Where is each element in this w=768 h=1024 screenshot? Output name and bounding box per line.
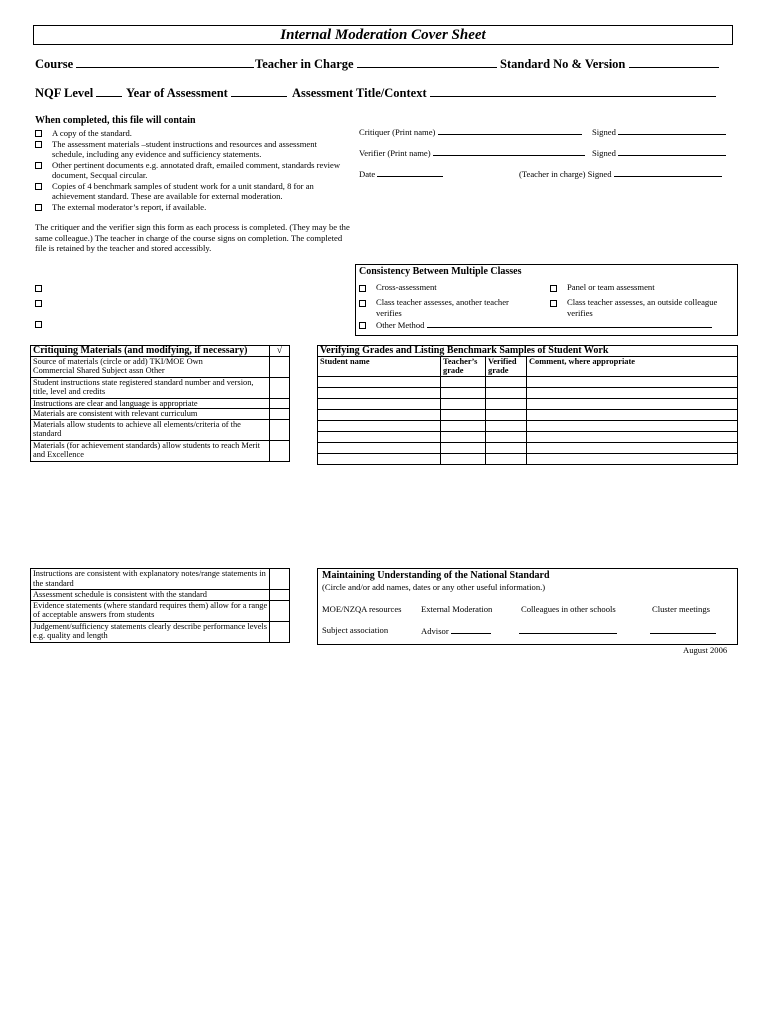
table-row: [318, 398, 738, 409]
nqf-level-label: NQF Level: [35, 86, 94, 100]
footer-date: August 2006: [683, 645, 728, 655]
list-item: The assessment materials –student instructions and resources and assessment schedule, including any evidence and sufficiency statements.: [35, 139, 350, 160]
table-row: Source of materials (circle or add) TKI/MOE Own Commercial Shared Subject assn Other: [31, 356, 290, 377]
option-class-teacher-outside-colleague[interactable]: Class teacher assesses, an outside colleague verifies: [550, 297, 736, 318]
option-cross-assessment[interactable]: Cross-assessment: [359, 282, 539, 293]
nqf-level-field[interactable]: [35, 86, 122, 101]
checkbox-icon: [35, 204, 42, 211]
assessment-title-field[interactable]: [292, 86, 716, 101]
year-of-assessment-label: Year of Assessment: [126, 86, 228, 100]
option-advisor[interactable]: Advisor: [421, 625, 491, 637]
checkbox-icon[interactable]: [35, 321, 42, 328]
table-row: Evidence statements (where standard requires them) allow for a range of acceptable answers from students: [31, 600, 290, 621]
checkbox-icon[interactable]: [359, 300, 366, 307]
verifying-table: [317, 345, 738, 465]
checkbox-icon[interactable]: [550, 300, 557, 307]
list-item: A copy of the standard.: [35, 128, 350, 139]
checkbox-icon[interactable]: [359, 285, 366, 292]
checkbox-icon[interactable]: [35, 300, 42, 307]
checkbox-icon: [35, 130, 42, 137]
verifier-field[interactable]: Verifier (Print name): [359, 147, 585, 159]
date-field[interactable]: Date: [359, 168, 443, 180]
table-row: [318, 376, 738, 387]
option-panel-assessment[interactable]: Panel or team assessment: [550, 282, 730, 293]
list-item: The external moderator’s report, if available.: [35, 202, 350, 213]
checkbox-icon: [35, 141, 42, 148]
table-row: [318, 387, 738, 398]
maintaining-title: Maintaining Understanding of the National Standard: [322, 570, 550, 581]
table-row: Materials are consistent with relevant curriculum: [31, 409, 290, 420]
maintaining-subtitle: (Circle and/or add names, dates or any other useful information.): [322, 582, 546, 592]
table-row: Materials (for achievement standards) allow students to reach Merit and Excellence: [31, 440, 290, 461]
option-subject-association[interactable]: Subject association: [322, 625, 389, 635]
critiquer-signed-field[interactable]: Signed: [592, 126, 726, 138]
table-row: Assessment schedule is consistent with the standard: [31, 590, 290, 601]
list-item: Other pertinent documents e.g. annotated draft, emailed comment, standards review document, Secqual circular.: [35, 160, 350, 181]
table-row: Instructions are clear and language is appropriate: [31, 398, 290, 409]
list-item: Copies of 4 benchmark samples of student work for a unit standard, 8 for an achievement standard. These are available for external moderation.: [35, 181, 350, 202]
verifying-title: Verifying Grades and Listing Benchmark Samples of Student Work: [318, 346, 738, 357]
teacher-signed-field[interactable]: (Teacher in charge) Signed: [519, 168, 722, 180]
assessment-title-label: Assessment Title/Context: [292, 86, 427, 100]
verifier-signed-field[interactable]: Signed: [592, 147, 726, 159]
checkbox-icon: [35, 183, 42, 190]
standard-no-field[interactable]: [500, 57, 719, 72]
option-other-method[interactable]: Other Method: [359, 319, 712, 331]
col-comment: Comment, where appropriate: [527, 356, 738, 376]
checkbox-icon[interactable]: [550, 285, 557, 292]
standard-no-label: Standard No & Version: [500, 57, 626, 71]
col-teacher-grade: Teacher’s grade: [441, 356, 486, 376]
file-contents-heading: When completed, this file will contain: [35, 115, 196, 126]
critiquer-field[interactable]: Critiquer (Print name): [359, 126, 582, 138]
teacher-in-charge-field[interactable]: [255, 57, 497, 72]
table-row: [318, 431, 738, 442]
check-header: √: [270, 346, 290, 357]
option-moe-nzqa[interactable]: MOE/NZQA resources: [322, 604, 402, 614]
table-row: [318, 453, 738, 464]
consistency-title: Consistency Between Multiple Classes: [359, 266, 522, 277]
col-verified-grade: Verified grade: [486, 356, 527, 376]
file-contents-section: [35, 115, 350, 254]
table-row: Instructions are consistent with explanatory notes/range statements in the standard: [31, 569, 290, 590]
critiquing-title: Critiquing Materials (and modifying, if necessary): [31, 346, 270, 357]
table-row: Student instructions state registered standard number and version, title, level and credits: [31, 377, 290, 398]
option-colleagues[interactable]: Colleagues in other schools: [521, 604, 616, 614]
year-of-assessment-field[interactable]: [126, 86, 287, 101]
page-title: Internal Moderation Cover Sheet: [33, 25, 733, 45]
table-row: [318, 409, 738, 420]
maintaining-section: [317, 568, 738, 645]
teacher-in-charge-label: Teacher in Charge: [255, 57, 354, 71]
option-class-teacher-another-teacher[interactable]: Class teacher assesses, another teacher verifies: [359, 297, 535, 318]
table-row: [318, 442, 738, 453]
checkbox-icon: [35, 162, 42, 169]
course-field[interactable]: [35, 57, 254, 72]
option-cluster-meetings[interactable]: Cluster meetings: [652, 604, 710, 614]
consistency-section: [355, 264, 738, 336]
critiquing-table-continued: [30, 568, 290, 643]
checkbox-icon[interactable]: [35, 285, 42, 292]
checkbox-icon[interactable]: [359, 322, 366, 329]
option-external-moderation[interactable]: External Moderation: [421, 604, 493, 614]
critiquing-table: [30, 345, 290, 462]
table-row: Materials allow students to achieve all elements/criteria of the standard: [31, 419, 290, 440]
table-row: [318, 420, 738, 431]
course-label: Course: [35, 57, 74, 71]
file-contents-note: The critiquer and the verifier sign this form as each process is completed. (They may be the same colleague.) The teacher in charge of the course signs on completion. The completed file is retained by the teacher and stored accessibly.: [35, 222, 350, 253]
col-student-name: Student name: [318, 356, 441, 376]
table-row: Judgement/sufficiency statements clearly describe performance levels e.g. quality and length: [31, 621, 290, 642]
